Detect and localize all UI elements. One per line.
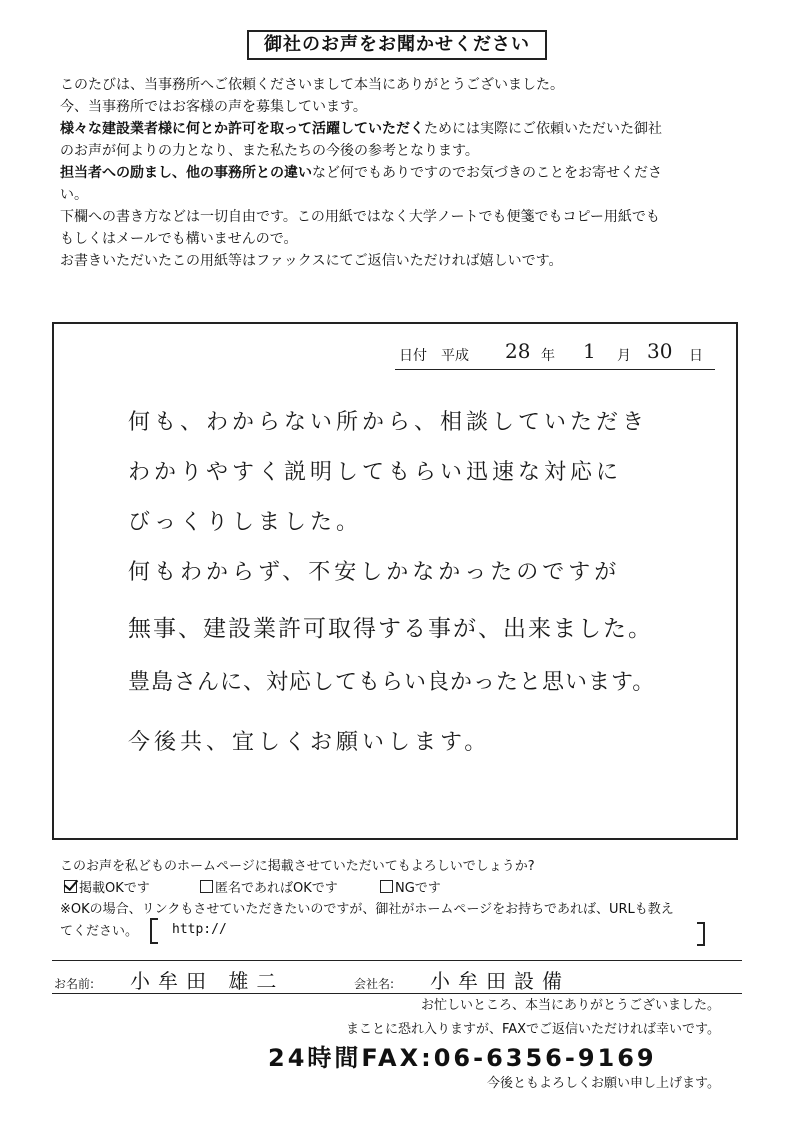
date-day: 30 — [647, 339, 673, 363]
message-line: 無事、建設業許可取得する事が、出来ました。 — [128, 616, 653, 642]
link-note: ※OKの場合、リンクもさせていただきたいのですが、御社がホームページをお持ちであれば、URLも教え てください。 — [60, 902, 674, 939]
intro-emphasis: 様々な建設業者様に何とか許可を取って活躍していただく — [60, 121, 424, 137]
checkbox[interactable] — [380, 880, 393, 893]
intro-line: のお声が何よりの力となり、また私たちの今後の参考となります。 — [60, 143, 479, 159]
intro-emphasis: 担当者への励まし、他の事務所との違い — [60, 165, 312, 181]
name-row — [52, 960, 742, 994]
consent-option-label: 掲載OKです — [79, 881, 150, 896]
message-line: 何もわからず、不安しかなかったのですが — [128, 560, 621, 585]
intro-line: 下欄への書き方などは一切自由です。この用紙ではなく大学ノートでも便箋でもコピー用紙でも — [60, 209, 660, 225]
intro-line: このたびは、当事務所へご依頼くださいまして本当にありがとうございました。 — [60, 77, 564, 93]
intro-line: 今、当事務所ではお客様の声を募集しています。 — [60, 99, 367, 115]
intro-line: お書きいただいたこの用紙等はファックスにてご返信いただければ嬉しいです。 — [60, 253, 563, 269]
message-line: 豊島さんに、対応してもらい良かったと思います。 — [128, 670, 656, 695]
date-label: 日付 — [399, 348, 427, 364]
date-year-unit: 年 — [541, 348, 555, 364]
date-month: 1 — [583, 339, 596, 363]
name-value: 小牟田 雄二 — [130, 969, 285, 993]
thanks-text: お忙しいところ、本当にありがとうございました。 — [420, 998, 720, 1013]
consent-option-label: NGです — [395, 881, 441, 896]
consent-option-label: 匿名であればOKです — [215, 881, 338, 896]
date-era: 平成 — [441, 348, 469, 364]
company-value: 小牟田設備 — [430, 969, 570, 993]
fax-request-text: まことに恐れ入りますが、FAXでご返信いただければ幸いです。 — [345, 1022, 720, 1037]
intro-line: い。 — [60, 187, 88, 203]
message-line: 何も、わからない所から、相談していただき — [128, 410, 649, 435]
checkbox[interactable] — [200, 880, 213, 893]
intro-text — [60, 74, 740, 272]
consent-option-anonymous[interactable] — [200, 877, 338, 896]
intro-line: 担当者への励まし、他の事務所との違いなど何でもありですのでお気づきのことをお寄せくださ — [60, 165, 662, 181]
intro-line: 様々な建設業者様に何とか許可を取って活躍していただくためには実際にご依頼いただいた御社 — [60, 121, 662, 137]
message-line: びっくりしました。 — [128, 510, 363, 535]
checkbox-checked[interactable] — [64, 880, 77, 893]
closing-text: 今後ともよろしくお願い申し上げます。 — [487, 1076, 720, 1091]
company-label: 会社名: — [354, 977, 395, 991]
fax-number: 24時間FAX:06-6356-9169 — [268, 1044, 657, 1072]
consent-question: このお声を私どものホームページに掲載させていただいてもよろしいでしょうか? — [60, 859, 535, 874]
consent-option-ng[interactable] — [380, 877, 441, 896]
date-field — [395, 339, 715, 370]
url-prefix: http:// — [172, 922, 227, 937]
message-line: 今後共、宜しくお願いします。 — [128, 730, 491, 755]
intro-line: もしくはメールでも構いませんので。 — [60, 231, 298, 247]
date-month-unit: 月 — [617, 348, 631, 364]
form-title: 御社のお声をお聞かせください — [247, 30, 547, 60]
date-day-unit: 日 — [689, 348, 703, 364]
consent-option-ok[interactable] — [64, 877, 150, 896]
name-label: お名前: — [54, 977, 95, 991]
message-line: わかりやすく説明してもらい迅速な対応に — [128, 460, 623, 485]
date-year: 28 — [505, 339, 531, 363]
url-field[interactable] — [150, 918, 705, 944]
